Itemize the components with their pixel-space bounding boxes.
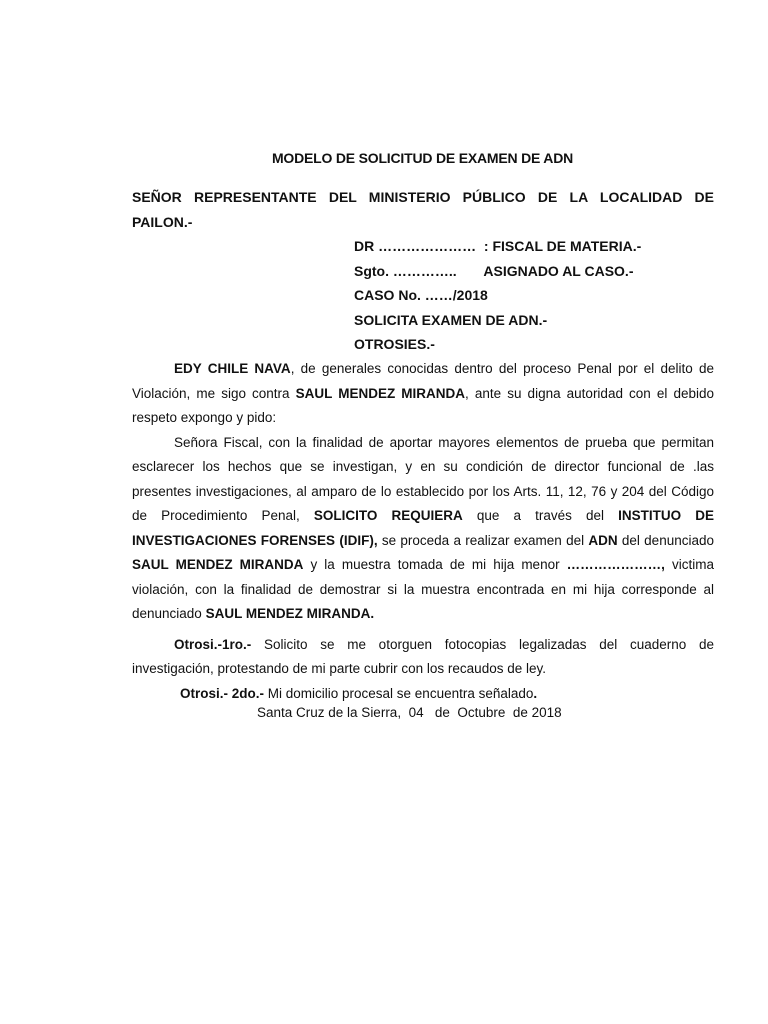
reference-line-case: CASO No. ……/2018 bbox=[354, 287, 488, 303]
request-bold-1: SOLICITO REQUIERA bbox=[313, 508, 463, 523]
adn-label: ADN bbox=[588, 532, 618, 548]
request-text-6: victima violación, con la finalidad de demostrar si la muestra encontrada en mi hija corresponde al denunciado bbox=[132, 557, 714, 621]
plaintiff-name: EDY CHILE NAVA bbox=[174, 361, 291, 376]
reference-line-request: SOLICITA EXAMEN DE ADN.- bbox=[354, 311, 548, 328]
document-title: MODELO DE SOLICITUD DE EXAMEN DE ADN bbox=[271, 150, 574, 166]
otrosi-2-label: Otrosi.- 2do.- bbox=[180, 685, 264, 701]
daughter-name-blank: …………………, bbox=[566, 557, 665, 572]
reference-line-fiscal: DR ………………… : FISCAL DE MATERIA.- bbox=[354, 238, 642, 254]
reference-line-otrosies: OTROSIES.- bbox=[354, 336, 435, 352]
request-text-4: del denunciado bbox=[617, 532, 714, 548]
otrosi-1-label: Otrosi.-1ro.- bbox=[174, 636, 252, 652]
date-line: Santa Cruz de la Sierra, 04 de Octubre de 2018 bbox=[257, 705, 562, 720]
request-text-5: y la muestra tomada de mi hija menor bbox=[303, 557, 567, 572]
otrosi-1-paragraph bbox=[132, 633, 714, 682]
reference-line-sgto: Sgto. ………….. ASIGNADO AL CASO.- bbox=[354, 262, 634, 279]
otrosi-2-paragraph bbox=[132, 682, 714, 707]
request-paragraph bbox=[132, 431, 714, 627]
intro-paragraph bbox=[132, 357, 714, 431]
accused-name-3: SAUL MENDEZ MIRANDA. bbox=[205, 606, 375, 621]
intro-text-1: , de generales conocidas dentro del proceso Penal por el delito de Violación, me sigo contra bbox=[132, 361, 714, 401]
reference-block bbox=[354, 236, 694, 359]
otrosi-2-end: . bbox=[533, 685, 538, 701]
institute-name: INSTITUO DE INVESTIGACIONES FORENSES (IDIF), bbox=[132, 508, 714, 548]
addressee: SEÑOR REPRESENTANTE DEL MINISTERIO PÚBLICO DE LA LOCALIDAD DE PAILON.- bbox=[132, 189, 714, 230]
document-body bbox=[132, 357, 714, 706]
accused-name-2: SAUL MENDEZ MIRANDA bbox=[132, 557, 304, 572]
otrosi-2-text: Mi domicilio procesal se encuentra señalado bbox=[264, 685, 534, 701]
request-text-1: Señora Fiscal, con la finalidad de aportar mayores elementos de prueba que permitan esclarecer los hechos que se investigan, y en su condición de director funcional de .las presentes investigaciones, al amparo de lo establecido por los Arts. 11, 12, 76 y 204 del Código de Procedimiento Penal, bbox=[132, 434, 714, 523]
accused-name: SAUL MENDEZ MIRANDA bbox=[295, 385, 466, 401]
intro-text-2: , ante su digna autoridad con el debido respeto expongo y pido: bbox=[132, 385, 714, 425]
request-text-3: se proceda a realizar examen del bbox=[377, 532, 589, 548]
otrosi-1-text: Solicito se me otorguen fotocopias legalizadas del cuaderno de investigación, protestando de mi parte cubrir con los recaudos de ley. bbox=[132, 636, 714, 676]
request-text-2: que a través del bbox=[462, 508, 619, 523]
